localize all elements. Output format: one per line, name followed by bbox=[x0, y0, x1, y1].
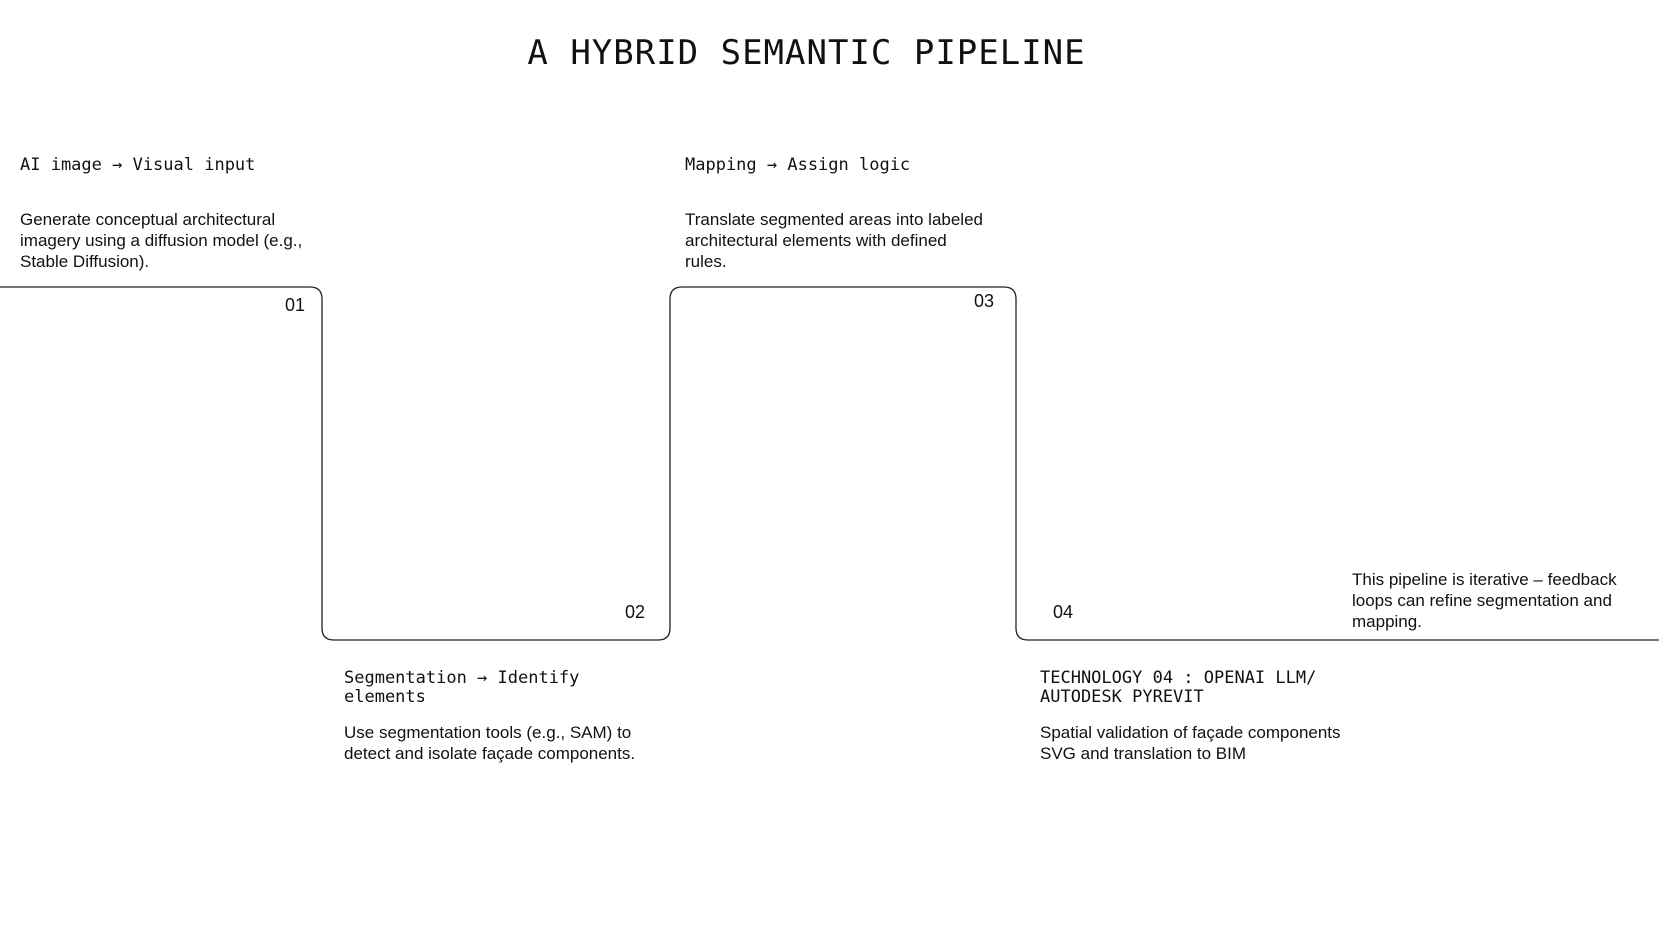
step-01-heading: AI image → Visual input bbox=[20, 155, 256, 175]
diagram-title: A HYBRID SEMANTIC PIPELINE bbox=[527, 33, 1086, 73]
iteration-note: This pipeline is iterative – feedback loops can refine segmentation and mapping. bbox=[1352, 570, 1617, 631]
step-03-heading: Mapping → Assign logic bbox=[685, 155, 911, 175]
step-04-description: Spatial validation of façade components SVG and translation to BIM bbox=[1040, 723, 1341, 763]
step-02-description: Use segmentation tools (e.g., SAM) to detect and isolate façade components. bbox=[344, 723, 636, 763]
step-02-heading: Segmentation → Identify elements bbox=[344, 668, 580, 707]
step-03-description: Translate segmented areas into labeled architectural elements with defined rules. bbox=[685, 210, 983, 271]
step-04-heading: TECHNOLOGY 04 : OPENAI LLM/ AUTODESK PYREVIT bbox=[1040, 668, 1317, 707]
step-04-number: 04 bbox=[1053, 602, 1074, 622]
step-02-number: 02 bbox=[625, 602, 646, 622]
step-03-number: 03 bbox=[974, 291, 995, 311]
step-01-number: 01 bbox=[285, 295, 306, 315]
step-01-description: Generate conceptual architectural imagery using a diffusion model (e.g., Stable Diffusion). bbox=[20, 210, 303, 271]
